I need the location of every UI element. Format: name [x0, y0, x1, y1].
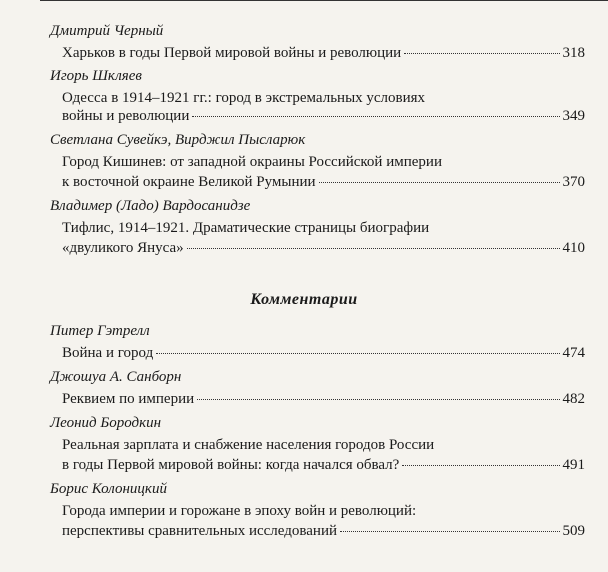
leader-dots [319, 182, 560, 183]
leader-dots [192, 116, 559, 117]
entry-page-number: 491 [562, 457, 585, 473]
entry-page-number: 370 [562, 174, 585, 190]
entry-author: Борис Колоницкий [50, 481, 167, 497]
leader-dots [340, 531, 559, 532]
entry-title-last-line [62, 344, 585, 362]
entry-title-text: «двуликого Януса» [62, 240, 184, 256]
leader-dots [187, 248, 560, 249]
leader-dots [402, 465, 559, 466]
entry-title-text: Харьков в годы Первой мировой войны и революции [62, 45, 402, 61]
entry-title-last-line [62, 173, 585, 191]
entry-title-text: войны и революции [62, 108, 190, 124]
section-heading: Комментарии [250, 291, 358, 308]
entry-title-last-line [62, 522, 585, 540]
leader-dots [404, 53, 559, 54]
entry-page-number: 318 [562, 45, 585, 61]
entry-author: Дмитрий Черный [50, 23, 164, 39]
entry-title-line: Тифлис, 1914–1921. Драматические страницы биографии [62, 220, 430, 236]
entry-title-line: Одесса в 1914–1921 гг.: город в экстремальных условиях [62, 90, 426, 106]
entry-author: Джошуа А. Санборн [50, 369, 182, 385]
entry-page-number: 410 [562, 240, 585, 256]
entry-title-last-line [62, 107, 585, 125]
entry-author: Леонид Бородкин [50, 415, 162, 431]
entry-title-line: Города империи и горожане в эпоху войн и революций: [62, 503, 417, 519]
entry-title-last-line [62, 239, 585, 257]
entry-title-text: перспективы сравнительных исследований [62, 523, 338, 539]
entry-page-number: 349 [562, 108, 585, 124]
entry-title-last-line [62, 456, 585, 474]
entry-title-text: в годы Первой мировой войны: когда начался обвал? [62, 457, 400, 473]
entry-page-number: 474 [562, 345, 585, 361]
entry-author: Светлана Сувейкэ, Вирджил Пысларюк [50, 132, 306, 148]
entry-title-line: Город Кишинев: от западной окраины Российской империи [62, 154, 442, 170]
top-rule [40, 0, 608, 1]
leader-dots [197, 399, 559, 400]
entry-author: Питер Гэтрелл [50, 323, 150, 339]
entry-title-last-line [62, 390, 585, 408]
entry-title-text: Реквием по империи [62, 391, 195, 407]
entry-page-number: 509 [562, 523, 585, 539]
entry-page-number: 482 [562, 391, 585, 407]
entry-title-line: Реальная зарплата и снабжение населения городов России [62, 437, 435, 453]
entry-title-last-line [62, 44, 585, 62]
entry-title-text: к восточной окраине Великой Румынии [62, 174, 316, 190]
entry-title-text: Война и город [62, 345, 154, 361]
leader-dots [156, 353, 559, 354]
entry-author: Владимер (Ладо) Вардосанидзе [50, 198, 251, 214]
entry-author: Игорь Шкляев [50, 68, 142, 84]
